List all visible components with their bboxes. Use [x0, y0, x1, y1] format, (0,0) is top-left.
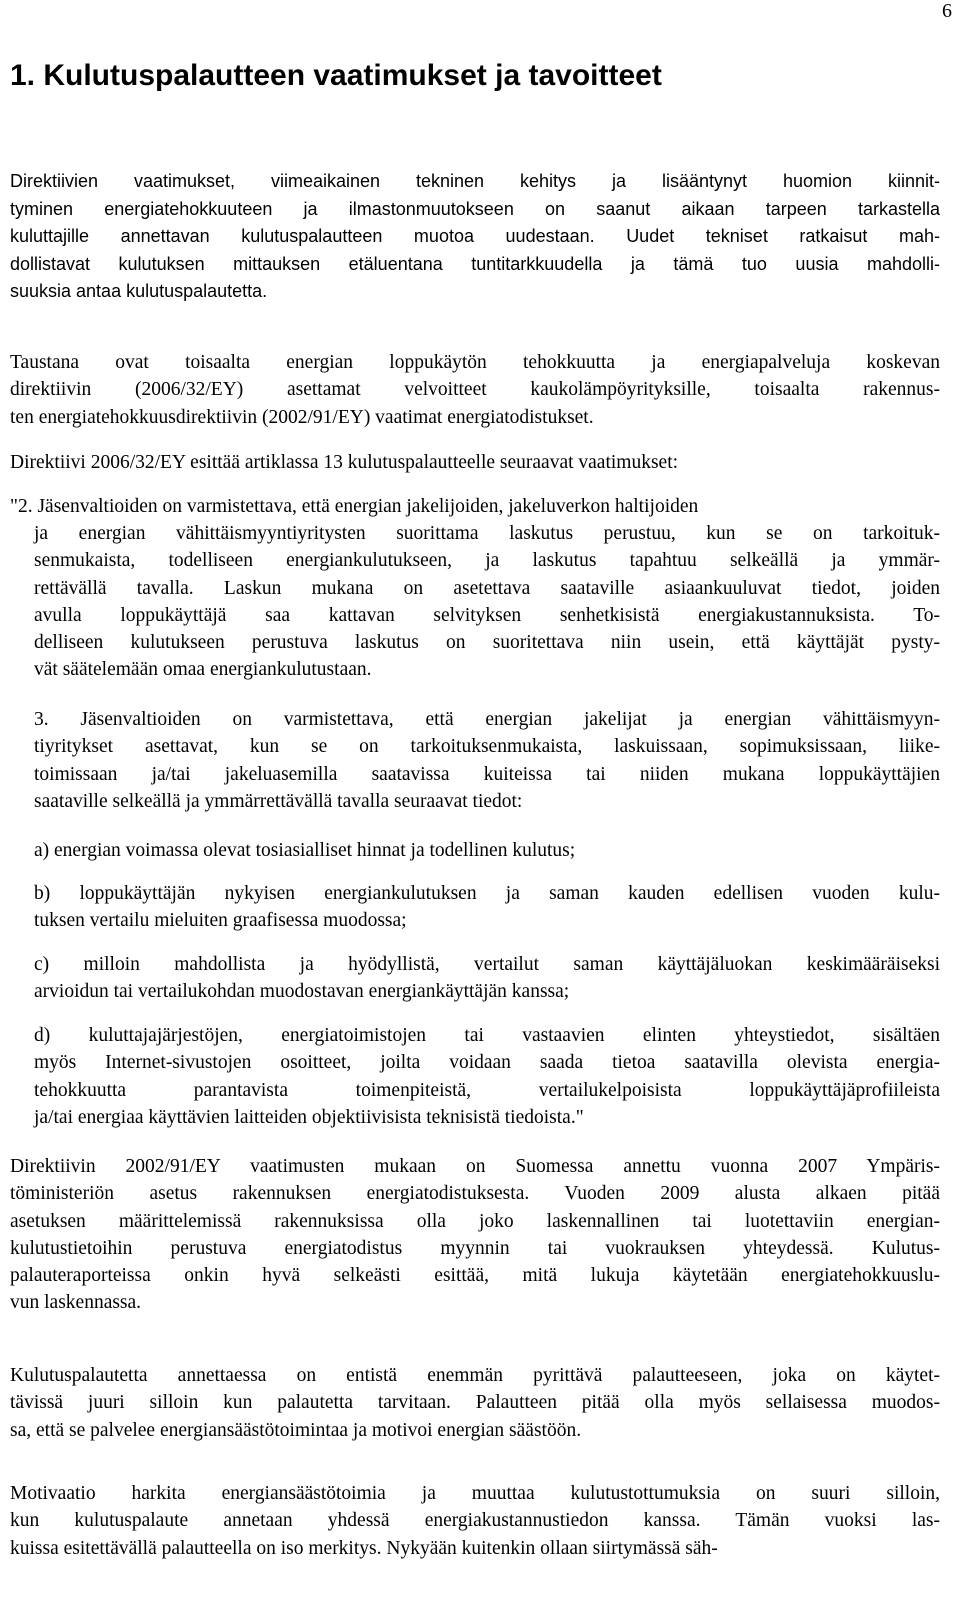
text-line: Taustana ovat toisaalta energian loppukäytön tehokkuutta ja energiapalveluja koskevan [10, 352, 940, 373]
text-line: ja/tai energiaa käyttävien laitteiden objektiivisista teknisistä tiedoista." [34, 1106, 584, 1128]
text-line: toimissaan ja/tai jakeluasemilla saatavissa kuiteissa tai niiden mukana loppukäyttäjien [34, 763, 940, 785]
text-line: dollistavat kulutuksen mittauksen etäluentana tuntitarkkuudella ja tämä tuo uusia mahdolli- [10, 253, 940, 274]
text-line: ja energian vähittäismyyntiyritysten suorittama laskutus perustuu, kun se on tarkoituk- [34, 523, 940, 544]
text-line: tävissä juuri silloin kun palautetta tarvitaan. Palautteen pitää olla myös sellaisessa muodos- [10, 1392, 940, 1414]
paragraph-energy-certificate [10, 1153, 940, 1317]
text-line: Direktiivin 2002/91/EY vaatimusten mukaan on Suomessa annettu vuonna 2007 Ympäris- [10, 1156, 940, 1177]
text-line: kulutustietoihin perustuva energiatodistus myynnin tai vuokrauksen yhteydessä. Kulutus- [10, 1237, 940, 1259]
text-line: c) milloin mahdollista ja hyödyllistä, vertailut saman käyttäjäluokan keskimääräiseksi [34, 954, 940, 975]
paragraph-feedback-timing [10, 1362, 940, 1444]
text-line: vät säätelemään omaa energiankulutustaan. [34, 659, 372, 681]
text-line: senmukaista, todelliseen energiankulutukseen, ja laskutus tapahtuu selkeällä ja ymmär- [34, 550, 940, 572]
text-line: kun kulutuspalaute annetaan yhdessä energiakustannustiedon kanssa. Tämän vuoksi las- [10, 1510, 940, 1532]
text-line: a) energian voimassa olevat tosiasialliset hinnat ja todellinen kulutus; [34, 840, 576, 861]
text-line: saataville selkeällä ja ymmärrettävällä tavalla seuraavat tiedot: [34, 790, 523, 812]
quote-item-c [34, 951, 940, 1006]
text-line: Kulutuspalautetta annettaessa on entistä enemmän pyrittävä palautteeseen, joka on käytet- [10, 1365, 940, 1386]
text-line: kuluttajille annettavan kulutuspalautteen muotoa uudestaan. Uudet tekniset ratkaisut mah- [10, 226, 940, 246]
paragraph-motivation [10, 1480, 940, 1562]
text-line: tuksen vertailu mieluiten graafisessa muodossa; [34, 910, 407, 932]
text-line: ten energiatehokkuusdirektiivin (2002/91/EY) vaatimat energiatodistukset. [10, 406, 594, 428]
text-line: arvioidun tai vertailukohdan muodostavan energiankäyttäjän kanssa; [34, 981, 570, 1003]
text-line: Direktiivien vaatimukset, viimeaikainen tekninen kehitys ja lisääntynyt huomion kiinnit- [10, 171, 940, 191]
text-line: Motivaatio harkita energiansäästötoimia ja muuttaa kulutustottumuksia on suuri silloin, [10, 1483, 940, 1504]
text-line: tiyritykset asettavat, kun se on tarkoituksenmukaista, laskuissaan, sopimuksissaan, liike- [34, 736, 940, 758]
text-line: "2. Jäsenvaltioiden on varmistettava, että energian jakelijoiden, jakeluverkon haltijoiden [10, 496, 699, 517]
text-line: vun laskennassa. [10, 1292, 142, 1314]
paragraph-intro [10, 168, 940, 306]
text-line: Direktiivi 2006/32/EY esittää artiklassa 13 kulutuspalautteelle seuraavat vaatimukset: [10, 452, 679, 473]
page-number: 6 [942, 0, 952, 22]
paragraph-directive-intro [10, 449, 940, 476]
text-line: tyminen energiatehokkuuteen ja ilmastonmuutokseen on saanut aikaan tarpeen tarkastella [10, 198, 940, 219]
text-line: kuissa esitettävällä palautteella on iso merkitys. Nykyään kuitenkin ollaan siirtymässä säh- [10, 1537, 718, 1559]
text-line: palauteraporteissa onkin hyvä selkeästi esittää, mitä lukuja käytetään energiatehokkuuslu- [10, 1265, 940, 1287]
text-line: töministeriön asetus rakennuksen energiatodistuksesta. Vuoden 2009 alusta alkaen pitää [10, 1183, 940, 1205]
quote-item-2 [10, 493, 940, 520]
text-line: delliseen kulutukseen perustuva laskutus on suoritettava niin usein, että käyttäjät pysty- [34, 632, 940, 654]
text-line: asetuksen määrittelemissä rakennuksissa olla joko laskennallinen tai luotettaviin energian- [10, 1210, 940, 1232]
quote-item-b [34, 880, 940, 935]
text-line: sa, että se palvelee energiansäästötoimintaa ja motivoi energian säästöön. [10, 1419, 582, 1441]
paragraph-background [10, 349, 940, 431]
quote-item-2-body [34, 520, 940, 684]
text-line: rettävällä tavalla. Laskun mukana on asetettava saataville asiaankuuluvat tiedot, joiden [34, 577, 940, 599]
text-line: b) loppukäyttäjän nykyisen energiankulutuksen ja saman kauden edellisen vuoden kulu- [34, 883, 940, 904]
text-line: d) kuluttajajärjestöjen, energiatoimistojen tai vastaavien elinten yhteystiedot, sisältäen [34, 1025, 940, 1046]
quote-item-d [34, 1022, 940, 1131]
text-line: myös Internet-sivustojen osoitteet, joilta voidaan saada tietoa saatavilla olevista energia- [34, 1052, 940, 1074]
text-line: avulla loppukäyttäjä saa kattavan selvityksen senhetkisistä energiakustannuksista. To- [34, 604, 940, 626]
text-line: suuksia antaa kulutuspalautetta. [10, 281, 268, 301]
quote-item-a [34, 837, 940, 864]
text-line: 3. Jäsenvaltioiden on varmistettava, että energian jakelijat ja energian vähittäismyyn- [34, 709, 940, 730]
text-line: direktiivin (2006/32/EY) asettamat velvoitteet kaukolämpöyrityksille, toisaalta rakennus- [10, 379, 940, 401]
text-line: tehokkuutta parantavista toimenpiteistä, vertailukelpoisista loppukäyttäjäprofiileista [34, 1079, 940, 1101]
section-heading: 1. Kulutuspalautteen vaatimukset ja tavoitteet [10, 59, 662, 92]
quote-item-3 [34, 706, 940, 815]
